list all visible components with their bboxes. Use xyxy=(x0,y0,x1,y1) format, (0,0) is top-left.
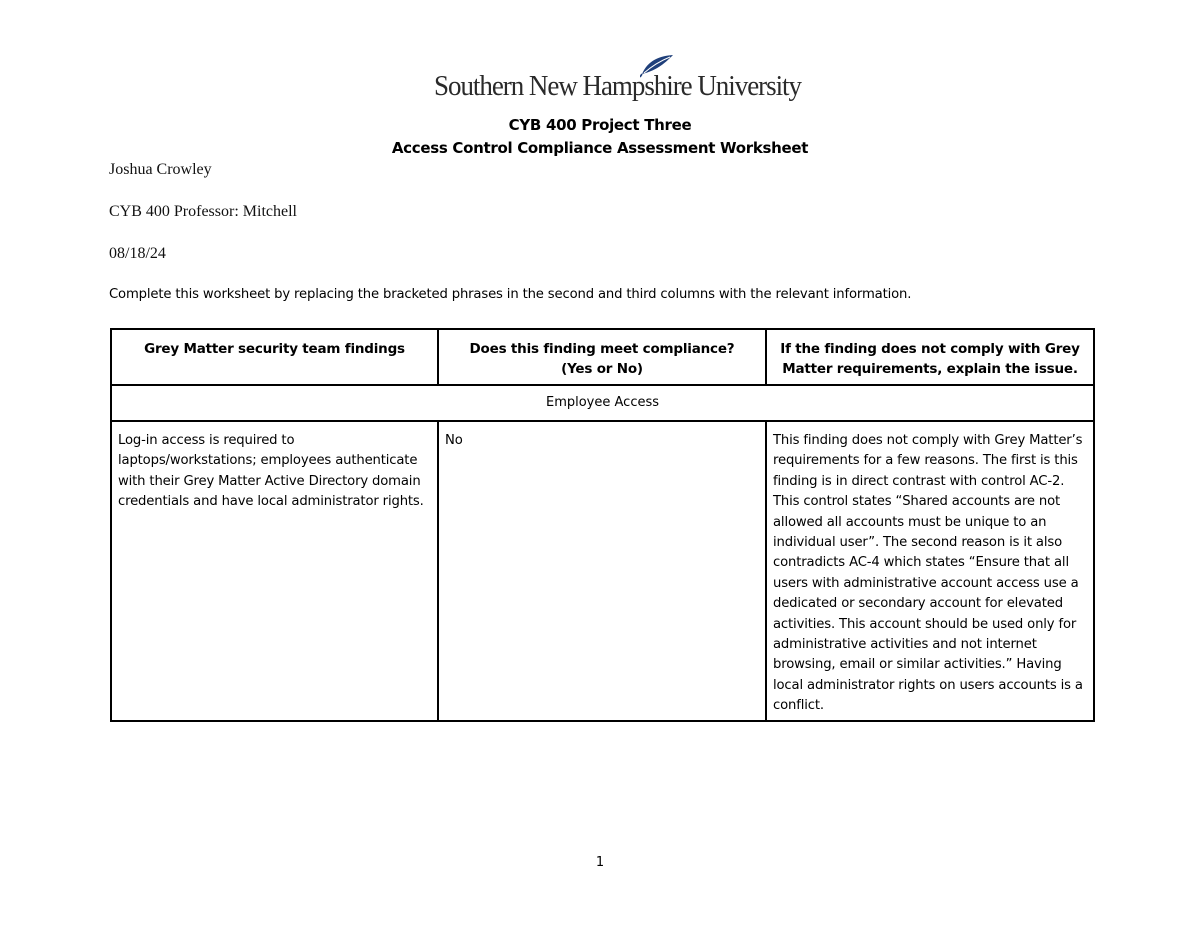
header-findings: Grey Matter security team findings xyxy=(111,329,438,385)
worksheet-title: Access Control Compliance Assessment Worksheet xyxy=(391,139,809,157)
course-professor: CYB 400 Professor: Mitchell xyxy=(109,203,297,220)
table-header-row xyxy=(111,329,1094,385)
student-name: Joshua Crowley xyxy=(109,161,212,178)
page-number: 1 xyxy=(595,855,605,870)
logo-wordmark: Southern New Hampshire University xyxy=(434,70,801,102)
header-compliance-text: Does this finding meet compliance? (Yes or No) xyxy=(469,341,735,377)
university-logo xyxy=(434,56,801,102)
compliance-cell: No xyxy=(438,421,766,721)
explanation-cell: This finding does not comply with Grey Matter’s requirements for a few reasons. The first is this finding is in direct contrast with control AC-2. This control states “Shared accounts are not allowed all accounts must be unique to an individual user”. The second reason is it also contradicts AC-4 which states “Ensure that all users with administrative account access use a dedicated or secondary account for elevated activities. This account should be used only for administrative activities and not internet browsing, email or similar activities.” Having local administrator rights on users accounts is a conflict. xyxy=(766,421,1094,721)
table-row xyxy=(111,421,1094,721)
submission-date: 08/18/24 xyxy=(109,245,166,262)
instructions-text: Complete this worksheet by replacing the bracketed phrases in the second and third columns with the relevant information. xyxy=(109,287,912,302)
section-row xyxy=(111,385,1094,421)
compliance-table xyxy=(110,328,1095,722)
section-title: Employee Access xyxy=(111,385,1094,421)
header-compliance xyxy=(438,329,766,385)
header-explanation: If the finding does not comply with Grey Matter requirements, explain the issue. xyxy=(766,329,1094,385)
finding-cell: Log-in access is required to laptops/workstations; employees authenticate with their Grey Matter Active Directory domain credentials and have local administrator rights. xyxy=(111,421,438,721)
course-title: CYB 400 Project Three xyxy=(508,116,692,134)
